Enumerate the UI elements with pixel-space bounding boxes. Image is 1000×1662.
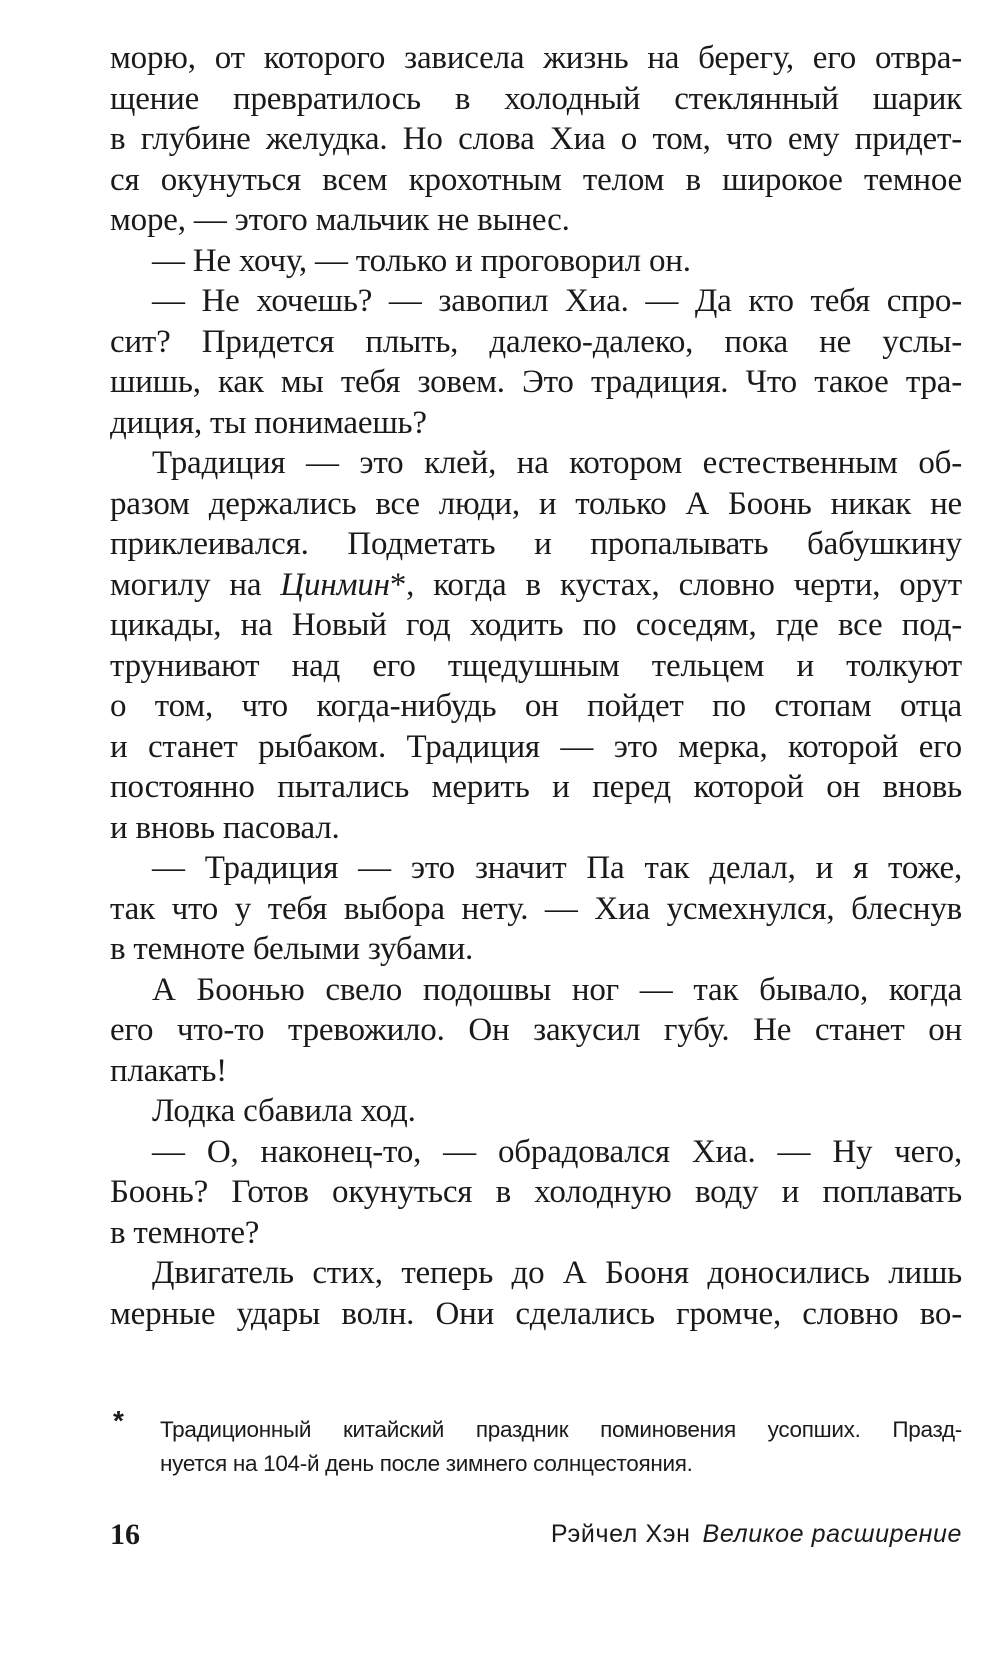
text-line: щение превратилось в холодный стеклянный шарик — [110, 80, 962, 117]
text-line: в глубине желудка. Но слова Хиа о том, что ему придет- — [110, 121, 962, 157]
footnote — [110, 1405, 962, 1481]
text-line: постоянно пытались мерить и перед которой он вновь — [110, 769, 962, 805]
page-body — [110, 38, 962, 1334]
text-line: мерные удары волн. Они сделались громче, словно во- — [110, 1295, 962, 1332]
text-segment: *, когда в кустах, словно черти, орут — [389, 566, 962, 603]
text-line: — О, наконец-то, — обрадовался Хиа. — Ну чего, — [152, 1133, 962, 1170]
text-line: А Боонью свело подошвы ног — так бывало, когда — [152, 971, 962, 1008]
text-line: Двигатель стих, теперь до А Бооня доносились лишь — [152, 1255, 962, 1291]
text-line: и станет рыбаком. Традиция — это мерка, которой его — [110, 728, 962, 765]
text-line: приклеивался. Подметать и пропалывать бабушкину — [110, 526, 962, 562]
footnote-marker: * — [113, 1405, 124, 1436]
running-head — [551, 1520, 962, 1549]
book-title: Великое расширение — [702, 1520, 962, 1548]
text-line: — Не хочу, — только и проговорил он. — [152, 242, 691, 279]
text-line: его что-то тревожило. Он закусил губу. Не станет он — [110, 1012, 962, 1048]
text-line: море, — этого мальчик не вынес. — [110, 202, 570, 238]
text-line: и вновь пасовал. — [110, 809, 340, 846]
text-line: о том, что когда-нибудь он пойдет по стопам отца — [110, 688, 962, 724]
text-line: морю, от которого зависела жизнь на берегу, его отвра- — [110, 40, 962, 76]
text-line: цикады, на Новый год ходить по соседям, где все под- — [110, 607, 962, 643]
author-name: Рэйчел Хэн — [550, 1520, 691, 1548]
footnote-line: нуется на 104-й день после зимнего солнцестояния. — [160, 1451, 693, 1476]
text-line: в темноте? — [110, 1214, 260, 1251]
page-footer — [110, 1518, 962, 1558]
text-line — [110, 565, 962, 606]
text-line: — Традиция — это значит Па так делал, и я тоже, — [152, 850, 962, 886]
italic-term: Цинмин — [280, 566, 390, 603]
text-line: — Не хочешь? — завопил Хиа. — Да кто тебя спро- — [152, 283, 962, 319]
text-line: Лодка сбавила ход. — [152, 1093, 416, 1129]
text-line: шишь, как мы тебя зовем. Это традиция. Что такое тра- — [110, 364, 962, 400]
text-line: Традиция — это клей, на котором естественным об- — [152, 445, 962, 481]
text-line: ся окунуться всем крохотным телом в широкое темное — [110, 161, 962, 198]
text-line: Боонь? Готов окунуться в холодную воду и поплавать — [110, 1174, 962, 1210]
text-line: плакать! — [110, 1052, 227, 1089]
page-number: 16 — [110, 1518, 140, 1551]
text-line: трунивают над его тщедушным тельцем и толкуют — [110, 647, 962, 684]
text-line: диция, ты понимаешь? — [110, 404, 427, 441]
text-line: в темноте белыми зубами. — [110, 931, 474, 967]
text-line: сит? Придется плыть, далеко-далеко, пока не услы- — [110, 323, 962, 360]
text-segment: могилу на — [110, 566, 281, 603]
footnote-line: Традиционный китайский праздник поминовения усопших. Празд- — [160, 1417, 962, 1442]
text-line: так что у тебя выбора нету. — Хиа усмехнулся, блеснув — [110, 890, 962, 927]
text-line: разом держались все люди, и только А Боонь никак не — [110, 485, 962, 522]
